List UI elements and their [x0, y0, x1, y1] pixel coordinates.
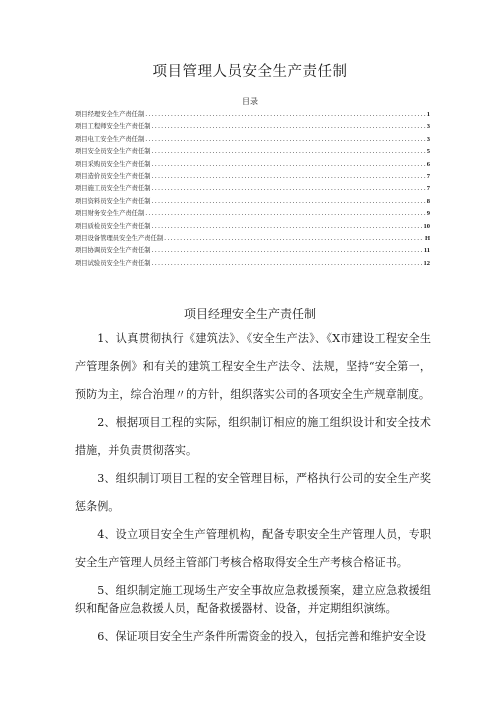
toc-item-page: 6 [426, 160, 430, 168]
toc-leader-dots [152, 146, 426, 158]
toc-item-purchaser[interactable] [75, 159, 430, 171]
toc-item-label: 项目财务安全生产责任制 [75, 210, 145, 218]
toc-leader-dots [164, 233, 424, 245]
toc-item-label: 项目设备管理员安全生产责任制 [75, 234, 164, 242]
toc-item-page: 3 [426, 123, 430, 131]
paragraph: 4、设立项目安全生产管理机构，配备专职安全生产管理人员，专职安全生产管理人员经主管部门考核合格取得安全生产考核合格证书。 [75, 528, 431, 569]
toc-heading: 目录 [242, 97, 258, 106]
toc-item-page: 7 [426, 185, 430, 193]
paragraph: 6、保证项目安全生产条件所需资金的投入，包括完善和维护安全设 [97, 630, 426, 643]
toc-item-coordinator[interactable] [75, 245, 430, 257]
toc-leader-dots [152, 171, 426, 183]
toc-item-equipment-manager[interactable] [75, 233, 430, 245]
toc-leader-dots [152, 221, 423, 233]
toc-leader-dots [145, 109, 425, 121]
toc-item-documentation-officer[interactable] [75, 196, 430, 208]
toc-item-page: 1 [426, 111, 430, 118]
toc-item-label: 项目造价员安全生产责任制 [75, 172, 151, 180]
toc-item-label: 项目施工员安全生产责任制 [75, 185, 151, 193]
toc-leader-dots [145, 208, 425, 220]
toc-leader-dots [152, 245, 423, 257]
toc-item-label: 项目资料员安全生产责任制 [75, 197, 151, 205]
toc-item-page: 9 [426, 210, 430, 218]
toc-item-safety-officer[interactable] [75, 146, 430, 158]
toc-item-label: 项目试验员安全生产责任制 [75, 259, 151, 267]
toc-item-construction-officer[interactable] [75, 183, 430, 195]
toc-item-page: H [424, 234, 430, 242]
toc-item-project-manager[interactable] [75, 109, 430, 121]
toc-item-label: 项目质检员安全生产责任制 [75, 222, 151, 230]
toc-item-electrician[interactable] [75, 134, 430, 146]
toc-item-page: 3 [426, 135, 430, 143]
paragraph: 5、组织制定施工现场生产安全事故应急救援预案，建立应急救援组织和配备应急救援人员，配备救援器材、设备，并定期组织演练。 [75, 584, 431, 615]
toc-item-label: 项目采购员安全生产责任制 [75, 160, 151, 168]
toc-item-page: 8 [426, 197, 430, 205]
document-title: 项目管理人员安全生产责任制 [152, 64, 348, 80]
toc-item-page: 10 [423, 222, 430, 230]
toc-item-label: 项目电工安全生产责任制 [75, 135, 145, 143]
toc-item-quality-inspector[interactable] [75, 221, 430, 233]
toc-leader-dots [152, 159, 426, 171]
toc-item-project-engineer[interactable] [75, 121, 430, 133]
toc-leader-dots [152, 121, 426, 133]
paragraph: 3、组织制订项目工程的安全管理目标，严格执行公司的安全生产奖惩条例。 [75, 472, 431, 513]
section-title: 项目经理安全生产责任制 [183, 307, 316, 321]
toc-item-page: 12 [423, 259, 430, 267]
toc-leader-dots [152, 183, 426, 195]
toc-item-page: 5 [426, 148, 430, 156]
table-of-contents [75, 109, 430, 270]
toc-item-label: 项目工程师安全生产责任制 [75, 123, 151, 131]
toc-leader-dots [145, 134, 425, 146]
toc-item-label: 项目经理安全生产责任制 [75, 111, 145, 118]
toc-item-page: 7 [426, 172, 430, 180]
toc-item-page: 11 [423, 247, 430, 255]
toc-leader-dots [152, 196, 426, 208]
toc-item-finance[interactable] [75, 208, 430, 220]
toc-item-label: 项目安全员安全生产责任制 [75, 148, 151, 156]
paragraph: 2、根据项目工程的实际，组织制订相应的施工组织设计和安全技术措施，并负责贯彻落实。 [75, 416, 431, 457]
toc-item-cost-estimator[interactable] [75, 171, 430, 183]
toc-leader-dots [152, 258, 423, 270]
paragraph: 1、认真贯彻执行《建筑法》、《安全生产法》、《X市建设工程安全生产管理条例》和有关的建筑工程安全生产法令、法规，坚持“安全第一，预防为主，综合治理〃的方针，组织落实公司的各项安全生产规章制度。 [75, 332, 431, 401]
section-body [75, 325, 431, 651]
toc-item-label: 项目协调员安全生产责任制 [75, 247, 151, 255]
toc-item-tester[interactable] [75, 258, 430, 270]
